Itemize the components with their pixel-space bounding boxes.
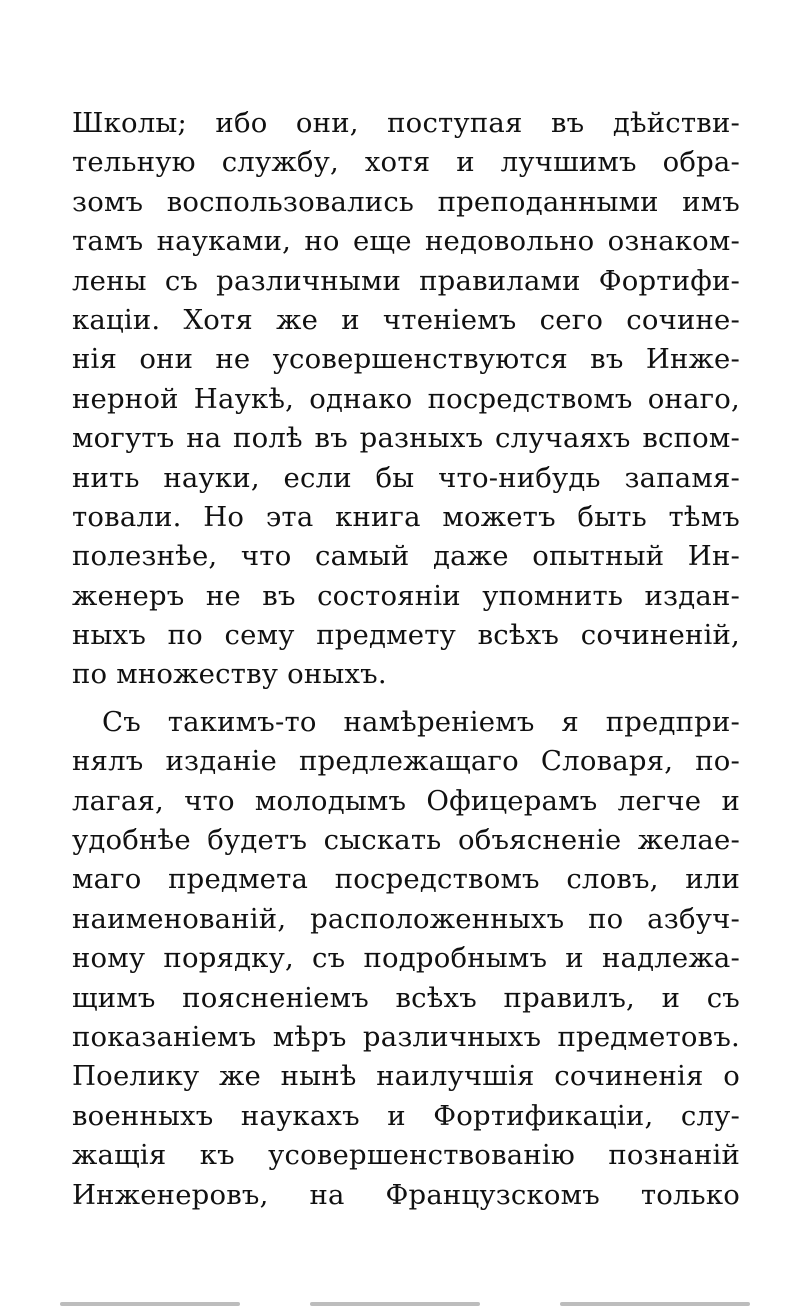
- text-line: ныхъ по сему предмету всѣхъ сочиненій,: [72, 619, 740, 652]
- text-line: жащія къ усовершенствованію познаній: [72, 1139, 740, 1172]
- text-line: тамъ науками, но еще недовольно ознаком-: [72, 225, 740, 258]
- text-line: женеръ не въ состояніи упомнить издан-: [72, 579, 740, 612]
- remnant-mark: [560, 1302, 750, 1306]
- text-line: маго предмета посредствомъ словъ, или: [72, 863, 740, 896]
- text-line: нерной Наукѣ, однако посредствомъ онаго,: [72, 382, 740, 415]
- text-line: по множеству оныхъ.: [72, 658, 387, 691]
- text-line: товали. Но эта книга можетъ быть тѣмъ: [72, 500, 740, 533]
- text-line: щимъ поясненіемъ всѣхъ правилъ, и съ: [72, 981, 740, 1014]
- text-line: военныхъ наукахъ и Фортификаціи, слу-: [72, 1099, 740, 1132]
- text-line: Поелику же нынѣ наилучшія сочиненія о: [72, 1060, 740, 1093]
- body-text: [72, 104, 740, 1215]
- text-line: наименованій, расположенныхъ по азбуч-: [72, 902, 740, 935]
- remnant-mark: [60, 1302, 240, 1306]
- text-line: Школы; ибо они, поступая въ дѣйстви-: [72, 107, 740, 139]
- text-line: показаніемъ мѣръ различныхъ предметовъ.: [72, 1020, 740, 1053]
- text-line: каціи. Хотя же и чтеніемъ сего сочине-: [72, 303, 740, 336]
- text-line: лагая, что молодымъ Офицерамъ легче и: [72, 784, 740, 817]
- text-line: нія они не усовершенствуются въ Инже-: [72, 343, 740, 376]
- text-line: удобнѣе будетъ сыскать объясненіе желае-: [72, 824, 740, 857]
- text-line: тельную службу, хотя и лучшимъ обра-: [72, 146, 740, 179]
- text-line: Съ такимъ-то намѣреніемъ я предпри-: [102, 705, 740, 738]
- paragraph-gap: [72, 695, 740, 703]
- text-line: нить науки, если бы что-нибудь запамя-: [72, 461, 740, 494]
- text-line: зомъ воспользовались преподанными имъ: [72, 185, 740, 218]
- text-line: полезнѣе, что самый даже опытный Ин-: [72, 540, 740, 573]
- text-line: нялъ изданіе предлежащаго Словаря, по-: [72, 745, 740, 778]
- text-line: ному порядку, съ подробнымъ и надлежа-: [72, 942, 740, 975]
- text-line: могутъ на полѣ въ разныхъ случаяхъ вспом-: [72, 422, 740, 455]
- remnant-mark: [310, 1302, 480, 1306]
- text-line: Инженеровъ, на Французскомъ только: [72, 1178, 740, 1211]
- page-edge-remnants: [60, 1298, 760, 1309]
- text-line: лены съ различными правилами Фортифи-: [72, 264, 740, 297]
